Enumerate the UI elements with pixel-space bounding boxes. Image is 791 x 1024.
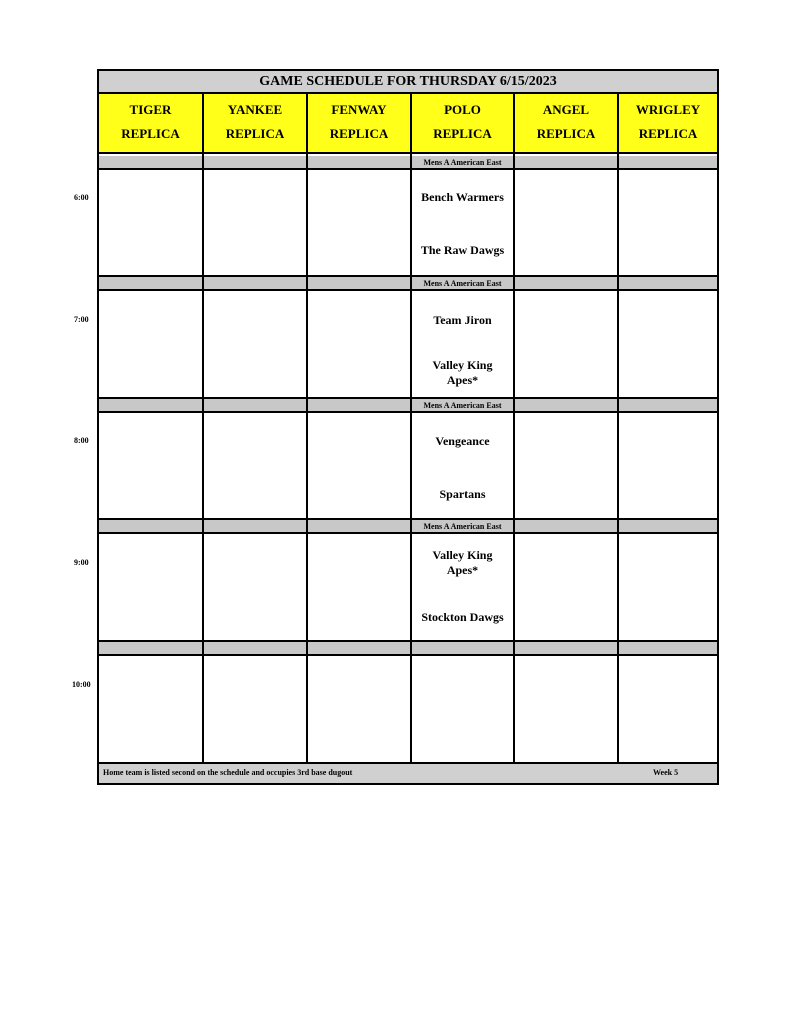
field-header-polo xyxy=(412,94,513,154)
column-divider xyxy=(306,94,308,766)
schedule-sheet xyxy=(97,69,719,785)
home-team-note: Home team is listed second on the schedule and occupies 3rd base dugout xyxy=(103,768,353,777)
time-label: 10:00 xyxy=(72,680,91,689)
field-sub: REPLICA xyxy=(536,126,596,141)
division-bar xyxy=(99,277,717,291)
column-divider xyxy=(617,94,619,766)
field-name: YANKEE xyxy=(227,102,283,117)
away-team: Vengeance xyxy=(435,434,490,448)
division-label: Mens A American East xyxy=(423,522,502,531)
field-header-tiger xyxy=(99,94,202,154)
field-sub: REPLICA xyxy=(329,126,389,141)
division-bar xyxy=(99,156,717,170)
division-label: Mens A American East xyxy=(423,279,502,288)
field-header-fenway xyxy=(308,94,410,154)
field-sub: REPLICA xyxy=(638,126,698,141)
week-label: Week 5 xyxy=(653,768,679,777)
column-divider xyxy=(410,94,412,766)
division-bar xyxy=(99,520,717,534)
field-header-wrigley xyxy=(619,94,717,154)
field-name: ANGEL xyxy=(542,102,590,117)
division-bar xyxy=(99,642,717,656)
field-name: POLO xyxy=(444,102,481,117)
time-label: 9:00 xyxy=(74,558,89,567)
field-header-yankee xyxy=(204,94,306,154)
away-team: Bench Warmers xyxy=(421,190,504,204)
schedule-title: GAME SCHEDULE FOR THURSDAY 6/15/2023 xyxy=(99,71,717,94)
field-header-angel xyxy=(515,94,617,154)
column-divider xyxy=(202,94,204,766)
schedule-footer xyxy=(99,762,717,783)
column-divider xyxy=(513,94,515,766)
home-team: Spartans xyxy=(439,487,486,501)
home-team: Stockton Dawgs xyxy=(421,610,504,624)
time-label: 6:00 xyxy=(74,193,89,202)
field-name: TIGER xyxy=(129,102,172,117)
away-team: Team Jiron xyxy=(433,313,492,327)
field-sub: REPLICA xyxy=(433,126,492,141)
time-label: 8:00 xyxy=(74,436,89,445)
field-sub: REPLICA xyxy=(121,126,180,141)
field-name: FENWAY xyxy=(331,102,387,117)
away-team: Valley King Apes* xyxy=(432,548,493,577)
time-label: 7:00 xyxy=(74,315,89,324)
field-name: WRIGLEY xyxy=(635,102,701,117)
home-team: The Raw Dawgs xyxy=(420,243,505,257)
division-label: Mens A American East xyxy=(423,158,502,167)
division-label: Mens A American East xyxy=(423,401,502,410)
division-bar xyxy=(99,399,717,413)
home-team: Valley King Apes* xyxy=(432,358,493,387)
field-sub: REPLICA xyxy=(225,126,285,141)
